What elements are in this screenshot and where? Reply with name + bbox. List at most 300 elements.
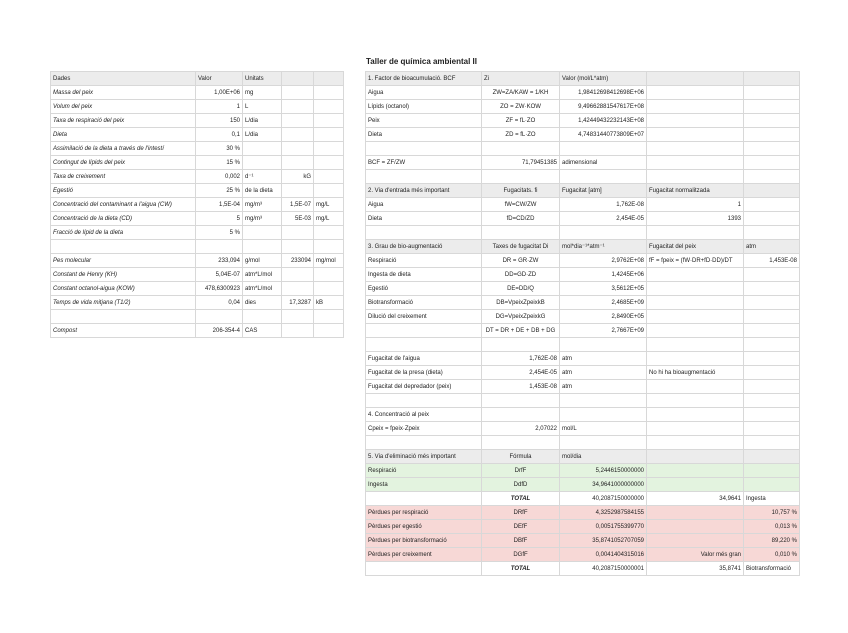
cell[interactable]: [744, 352, 800, 366]
cell[interactable]: Pèrdues per biotransformació: [366, 534, 482, 548]
right-table-row: [366, 506, 800, 520]
cell[interactable]: Ingesta: [744, 492, 800, 506]
cell[interactable]: mg: [243, 86, 282, 100]
cell[interactable]: [744, 394, 800, 408]
cell[interactable]: [366, 492, 482, 506]
cell[interactable]: 478,6300923: [196, 282, 243, 296]
cell[interactable]: DRfF: [482, 506, 560, 520]
cell[interactable]: [744, 212, 800, 226]
cell[interactable]: 34,9641000000000: [560, 478, 647, 492]
cell[interactable]: [366, 338, 482, 352]
cell[interactable]: 89,220 %: [744, 534, 800, 548]
cell[interactable]: [647, 352, 744, 366]
cell[interactable]: Zi: [482, 72, 560, 86]
cell[interactable]: Pèrdues per respiració: [366, 506, 482, 520]
cell[interactable]: [560, 142, 647, 156]
cell[interactable]: [744, 436, 800, 450]
cell[interactable]: Volum del peix: [51, 100, 196, 114]
cell[interactable]: Biotransformació: [366, 296, 482, 310]
cell[interactable]: Assimilació de la dieta a través de l'intestí: [51, 142, 196, 156]
cell[interactable]: 40,2087150000000: [560, 492, 647, 506]
cell[interactable]: DBfF: [482, 534, 560, 548]
cell[interactable]: TOTAL: [482, 562, 560, 576]
cell[interactable]: dies: [243, 296, 282, 310]
cell[interactable]: kG: [282, 170, 314, 184]
cell[interactable]: [366, 142, 482, 156]
cell[interactable]: kB: [314, 296, 344, 310]
cell[interactable]: [647, 436, 744, 450]
left-table-row: [51, 282, 344, 296]
cell[interactable]: [647, 282, 744, 296]
cell[interactable]: fW=CW/ZW: [482, 198, 560, 212]
cell[interactable]: [744, 268, 800, 282]
cell[interactable]: atm*L/mol: [243, 268, 282, 282]
cell[interactable]: [51, 310, 196, 324]
cell[interactable]: 0,010 %: [744, 548, 800, 562]
cell[interactable]: [282, 72, 314, 86]
cell[interactable]: mg/m³: [243, 198, 282, 212]
cell[interactable]: [482, 408, 560, 422]
cell[interactable]: 0,0051755399770: [560, 520, 647, 534]
cell[interactable]: Egestió: [366, 282, 482, 296]
cell[interactable]: [314, 184, 344, 198]
cell[interactable]: [647, 324, 744, 338]
cell[interactable]: Fugacitat de la presa (dieta): [366, 366, 482, 380]
cell[interactable]: [744, 464, 800, 478]
cell[interactable]: [314, 72, 344, 86]
sheet-title: Taller de química ambiental II: [366, 57, 477, 66]
cell[interactable]: [282, 184, 314, 198]
cell[interactable]: [243, 156, 282, 170]
cell[interactable]: [647, 422, 744, 436]
cell[interactable]: [314, 226, 344, 240]
cell[interactable]: 4,3252987584155: [560, 506, 647, 520]
cell[interactable]: 0,0041404315016: [560, 548, 647, 562]
cell[interactable]: 35,8741: [647, 562, 744, 576]
cell[interactable]: L/dia: [243, 128, 282, 142]
cell[interactable]: Constant de Henry (KH): [51, 268, 196, 282]
cell[interactable]: 2,07022: [482, 422, 560, 436]
cell[interactable]: 1. Factor de bioacumulació. BCF: [366, 72, 482, 86]
cell[interactable]: [314, 170, 344, 184]
cell[interactable]: [647, 72, 744, 86]
cell[interactable]: Dades: [51, 72, 196, 86]
cell[interactable]: 1,453E-08: [744, 254, 800, 268]
cell[interactable]: Taxes de fugacitat Di: [482, 240, 560, 254]
cell[interactable]: Lípids (octanol): [366, 100, 482, 114]
cell[interactable]: [314, 310, 344, 324]
cell[interactable]: [744, 128, 800, 142]
cell[interactable]: 9,49662881547617E+08: [560, 100, 647, 114]
cell[interactable]: Respiració: [366, 254, 482, 268]
cell[interactable]: [744, 282, 800, 296]
cell[interactable]: atm: [744, 240, 800, 254]
cell[interactable]: [314, 142, 344, 156]
cell[interactable]: 34,9641: [647, 492, 744, 506]
cell[interactable]: [243, 240, 282, 254]
cell[interactable]: Unitats: [243, 72, 282, 86]
cell[interactable]: No hi ha bioaugmentació: [647, 366, 744, 380]
cell[interactable]: [366, 562, 482, 576]
cell[interactable]: atm: [560, 380, 647, 394]
right-table-row: [366, 562, 800, 576]
cell[interactable]: [647, 450, 744, 464]
cell[interactable]: DD=GD·ZD: [482, 268, 560, 282]
left-table-row: [51, 198, 344, 212]
cell[interactable]: 2,4685E+09: [560, 296, 647, 310]
right-table-row: [366, 352, 800, 366]
cell[interactable]: 1,762E-08: [482, 352, 560, 366]
cell[interactable]: [282, 128, 314, 142]
cell[interactable]: Taxa de respiració del peix: [51, 114, 196, 128]
cell[interactable]: 1,00E+06: [196, 86, 243, 100]
cell[interactable]: [647, 394, 744, 408]
cell[interactable]: Pes molecular: [51, 254, 196, 268]
right-table-row: [366, 478, 800, 492]
cell[interactable]: [744, 310, 800, 324]
cell[interactable]: 2,7667E+09: [560, 324, 647, 338]
cell[interactable]: 5,04E-07: [196, 268, 243, 282]
cell[interactable]: Valor: [196, 72, 243, 86]
cell[interactable]: DR = GR·ZW: [482, 254, 560, 268]
cell[interactable]: [647, 408, 744, 422]
left-table-row: [51, 170, 344, 184]
cell[interactable]: 4,74831440773809E+07: [560, 128, 647, 142]
cell[interactable]: mg/L: [314, 212, 344, 226]
cell[interactable]: 5. Via d'eliminació més important: [366, 450, 482, 464]
cell[interactable]: [744, 324, 800, 338]
cell[interactable]: L/dia: [243, 114, 282, 128]
cell[interactable]: 5,2446150000000: [560, 464, 647, 478]
cell[interactable]: mg/m³: [243, 212, 282, 226]
cell[interactable]: [282, 268, 314, 282]
cell[interactable]: [744, 408, 800, 422]
cell[interactable]: Dilució del creixement: [366, 310, 482, 324]
right-table-row: [366, 198, 800, 212]
cell[interactable]: ZW=ZA/KAW = 1/KH: [482, 86, 560, 100]
cell[interactable]: [647, 338, 744, 352]
right-table-row: [366, 72, 800, 86]
right-table-row: [366, 366, 800, 380]
left-table-row: [51, 268, 344, 282]
cell[interactable]: Fracció de lípid de la dieta: [51, 226, 196, 240]
cell[interactable]: Fórmula: [482, 450, 560, 464]
cell[interactable]: [744, 72, 800, 86]
cell[interactable]: [647, 506, 744, 520]
right-table-row: [366, 380, 800, 394]
cell[interactable]: [366, 226, 482, 240]
cell[interactable]: DT = DR + DE + DB + DG: [482, 324, 560, 338]
cell[interactable]: 10,757 %: [744, 506, 800, 520]
cell[interactable]: g/mol: [243, 254, 282, 268]
cell[interactable]: 3,5612E+05: [560, 282, 647, 296]
cell[interactable]: DE=DD/Q: [482, 282, 560, 296]
cell[interactable]: [366, 436, 482, 450]
cell[interactable]: Constant octanol-aigua (KOW): [51, 282, 196, 296]
cell[interactable]: 3. Grau de bio-augmentació: [366, 240, 482, 254]
cell[interactable]: 25 %: [196, 184, 243, 198]
cell[interactable]: 0,002: [196, 170, 243, 184]
cell[interactable]: 1,5E-04: [196, 198, 243, 212]
cell[interactable]: Egestió: [51, 184, 196, 198]
cell[interactable]: [314, 86, 344, 100]
cell[interactable]: [744, 338, 800, 352]
cell[interactable]: 0,013 %: [744, 520, 800, 534]
cell[interactable]: [647, 380, 744, 394]
cell[interactable]: [647, 114, 744, 128]
cell[interactable]: [366, 394, 482, 408]
cell[interactable]: [744, 380, 800, 394]
cell[interactable]: Dieta: [366, 128, 482, 142]
cell[interactable]: 2,8490E+05: [560, 310, 647, 324]
cell[interactable]: [282, 282, 314, 296]
cell[interactable]: 1,98412698412698E+06: [560, 86, 647, 100]
cell[interactable]: [560, 170, 647, 184]
cell[interactable]: [482, 170, 560, 184]
cell[interactable]: [314, 156, 344, 170]
cell[interactable]: Temps de vida mitjana (T1/2): [51, 296, 196, 310]
cell[interactable]: [647, 156, 744, 170]
cell[interactable]: 30 %: [196, 142, 243, 156]
right-table-row: [366, 114, 800, 128]
cell[interactable]: [647, 100, 744, 114]
left-table-row: [51, 240, 344, 254]
left-table-row: [51, 296, 344, 310]
cell[interactable]: [560, 408, 647, 422]
cell[interactable]: [196, 310, 243, 324]
cell[interactable]: DB=VpeixZpeixkB: [482, 296, 560, 310]
cell[interactable]: Cpeix = fpeix·Zpeix: [366, 422, 482, 436]
cell[interactable]: Biotransformació: [744, 562, 800, 576]
cell[interactable]: L: [243, 100, 282, 114]
cell[interactable]: [314, 268, 344, 282]
cell[interactable]: [243, 226, 282, 240]
cell[interactable]: 0,1: [196, 128, 243, 142]
cell[interactable]: DEfF: [482, 520, 560, 534]
cell[interactable]: DGfF: [482, 548, 560, 562]
cell[interactable]: [482, 394, 560, 408]
cell[interactable]: 2,9762E+08: [560, 254, 647, 268]
cell[interactable]: 1,5E-07: [282, 198, 314, 212]
cell[interactable]: 150: [196, 114, 243, 128]
cell[interactable]: 0,04: [196, 296, 243, 310]
cell[interactable]: [647, 226, 744, 240]
cell[interactable]: [744, 114, 800, 128]
cell[interactable]: mg/mol: [314, 254, 344, 268]
cell[interactable]: [560, 338, 647, 352]
cell[interactable]: [482, 338, 560, 352]
cell[interactable]: [744, 478, 800, 492]
cell[interactable]: [744, 226, 800, 240]
cell[interactable]: [482, 436, 560, 450]
cell[interactable]: 5E-03: [282, 212, 314, 226]
cell[interactable]: Dieta: [366, 212, 482, 226]
cell[interactable]: [314, 128, 344, 142]
cell[interactable]: Aigua: [366, 86, 482, 100]
cell[interactable]: 15 %: [196, 156, 243, 170]
cell[interactable]: [366, 170, 482, 184]
cell[interactable]: 2,454E-05: [560, 212, 647, 226]
cell[interactable]: adimensional: [560, 156, 647, 170]
cell[interactable]: Aigua: [366, 198, 482, 212]
cell[interactable]: [282, 100, 314, 114]
cell[interactable]: [744, 422, 800, 436]
cell[interactable]: [366, 324, 482, 338]
cell[interactable]: 1: [647, 198, 744, 212]
right-table-row: [366, 212, 800, 226]
cell[interactable]: [560, 394, 647, 408]
cell[interactable]: [51, 240, 196, 254]
cell[interactable]: [282, 310, 314, 324]
cell[interactable]: Valor (mol/L*atm): [560, 72, 647, 86]
cell[interactable]: DG=VpeixZpeixkG: [482, 310, 560, 324]
cell[interactable]: [282, 114, 314, 128]
cell[interactable]: Valor més gran: [647, 548, 744, 562]
cell[interactable]: Respiració: [366, 464, 482, 478]
cell[interactable]: Fugacitat del depredador (peix): [366, 380, 482, 394]
cell[interactable]: 71,79451385: [482, 156, 560, 170]
cell[interactable]: Pèrdues per egestió: [366, 520, 482, 534]
cell[interactable]: CAS: [243, 324, 282, 338]
cell[interactable]: ZD = fL·ZO: [482, 128, 560, 142]
cell[interactable]: Ingesta de dieta: [366, 268, 482, 282]
cell[interactable]: [647, 520, 744, 534]
cell[interactable]: Compost: [51, 324, 196, 338]
cell[interactable]: mg/L: [314, 198, 344, 212]
cell[interactable]: [282, 226, 314, 240]
right-table-row: [366, 394, 800, 408]
cell[interactable]: 1,4245E+06: [560, 268, 647, 282]
cell[interactable]: atm: [560, 352, 647, 366]
cell[interactable]: [647, 128, 744, 142]
right-table-row: [366, 324, 800, 338]
cell[interactable]: Fugacitat normalitzada: [647, 184, 744, 198]
cell[interactable]: 1,42449432232143E+08: [560, 114, 647, 128]
cell[interactable]: 1: [196, 100, 243, 114]
cell[interactable]: mol/L: [560, 422, 647, 436]
cell[interactable]: DrfF: [482, 464, 560, 478]
cell[interactable]: [744, 296, 800, 310]
cell[interactable]: Ingesta: [366, 478, 482, 492]
cell[interactable]: Fugacitat [atm]: [560, 184, 647, 198]
cell[interactable]: de la dieta: [243, 184, 282, 198]
cell[interactable]: [744, 184, 800, 198]
cell[interactable]: [243, 142, 282, 156]
right-table-row: [366, 268, 800, 282]
cell[interactable]: [243, 310, 282, 324]
cell[interactable]: Fugacitat de l'aigua: [366, 352, 482, 366]
cell[interactable]: [744, 100, 800, 114]
cell[interactable]: d⁻¹: [243, 170, 282, 184]
cell[interactable]: 2,454E-05: [482, 366, 560, 380]
right-table-row: [366, 408, 800, 422]
cell[interactable]: Peix: [366, 114, 482, 128]
cell[interactable]: atm: [560, 366, 647, 380]
cell[interactable]: [482, 226, 560, 240]
cell[interactable]: 5 %: [196, 226, 243, 240]
cell[interactable]: [314, 114, 344, 128]
cell[interactable]: [744, 450, 800, 464]
cell[interactable]: 5: [196, 212, 243, 226]
cell[interactable]: 17,3287: [282, 296, 314, 310]
cell[interactable]: fD=CD/ZD: [482, 212, 560, 226]
cell[interactable]: [647, 86, 744, 100]
cell[interactable]: [314, 324, 344, 338]
cell[interactable]: Concentració de la dieta (CD): [51, 212, 196, 226]
cell[interactable]: [744, 366, 800, 380]
cell[interactable]: Pèrdues per creixement: [366, 548, 482, 562]
cell[interactable]: [647, 142, 744, 156]
cell[interactable]: [647, 268, 744, 282]
cell[interactable]: [282, 240, 314, 254]
cell[interactable]: [744, 156, 800, 170]
cell[interactable]: DdfD: [482, 478, 560, 492]
cell[interactable]: [647, 310, 744, 324]
cell[interactable]: [744, 86, 800, 100]
right-table-row: [366, 184, 800, 198]
cell[interactable]: Massa del peix: [51, 86, 196, 100]
cell[interactable]: [744, 142, 800, 156]
cell[interactable]: [647, 464, 744, 478]
cell[interactable]: Taxa de creixement: [51, 170, 196, 184]
cell[interactable]: fF = fpeix = (fW·DR+fD·DD)/DT: [647, 254, 744, 268]
cell[interactable]: ZO = ZW·KOW: [482, 100, 560, 114]
cell[interactable]: [647, 534, 744, 548]
cell[interactable]: Dieta: [51, 128, 196, 142]
right-table-row: [366, 436, 800, 450]
cell[interactable]: [482, 142, 560, 156]
cell[interactable]: 1,762E-08: [560, 198, 647, 212]
cell[interactable]: 2. Via d'entrada més important: [366, 184, 482, 198]
left-table-row: [51, 128, 344, 142]
cell[interactable]: BCF = ZF/ZW: [366, 156, 482, 170]
cell[interactable]: 4. Concentració al peix: [366, 408, 482, 422]
cell[interactable]: [314, 240, 344, 254]
cell[interactable]: [560, 226, 647, 240]
cell[interactable]: [744, 170, 800, 184]
cell[interactable]: Contingut de lípids del peix: [51, 156, 196, 170]
cell[interactable]: Concentració del contaminant a l'aigua (CW): [51, 198, 196, 212]
cell[interactable]: [560, 436, 647, 450]
cell[interactable]: [647, 296, 744, 310]
cell[interactable]: mol/dia: [560, 450, 647, 464]
cell[interactable]: TOTAL: [482, 492, 560, 506]
cell[interactable]: 1393: [647, 212, 744, 226]
cell[interactable]: [282, 156, 314, 170]
cell[interactable]: [196, 240, 243, 254]
cell[interactable]: ZF = fL·ZO: [482, 114, 560, 128]
cell[interactable]: atm*L/mol: [243, 282, 282, 296]
cell[interactable]: [647, 478, 744, 492]
cell[interactable]: [314, 100, 344, 114]
cell[interactable]: [282, 324, 314, 338]
cell[interactable]: 40,2087150000001: [560, 562, 647, 576]
right-table-row: [366, 296, 800, 310]
cell[interactable]: 233094: [282, 254, 314, 268]
cell[interactable]: [282, 86, 314, 100]
cell[interactable]: 1,453E-08: [482, 380, 560, 394]
cell[interactable]: [282, 142, 314, 156]
cell[interactable]: mol*dia⁻¹*atm⁻¹: [560, 240, 647, 254]
cell[interactable]: 206-354-4: [196, 324, 243, 338]
cell[interactable]: [647, 170, 744, 184]
cell[interactable]: Fugacitats. fi: [482, 184, 560, 198]
cell[interactable]: [744, 198, 800, 212]
cell[interactable]: Fugacitat del peix: [647, 240, 744, 254]
cell[interactable]: [314, 282, 344, 296]
cell[interactable]: 35,8741052707059: [560, 534, 647, 548]
cell[interactable]: 233,094: [196, 254, 243, 268]
